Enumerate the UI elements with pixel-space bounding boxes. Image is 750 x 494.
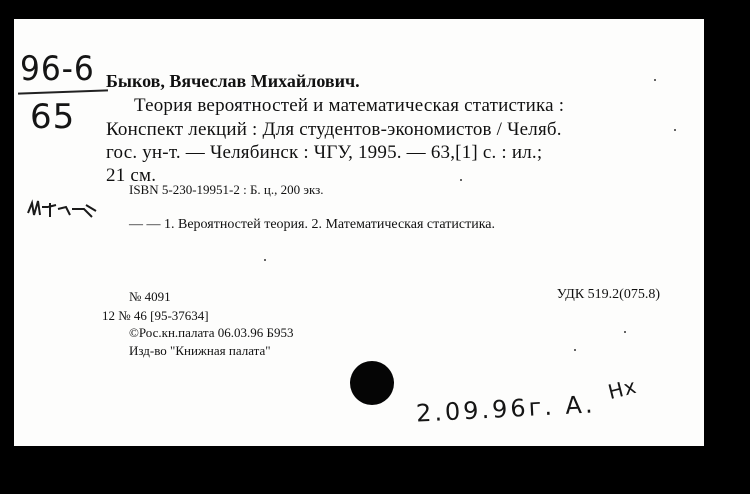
shelfmark-top: 96-6 (20, 49, 95, 89)
title-line-1: Теория вероятностей и математическая статистика : (134, 95, 565, 116)
publisher-stamp-line-1: ©Рос.кн.палата 06.03.96 Б953 (129, 325, 294, 340)
scan-speck (264, 259, 266, 261)
scan-speck (460, 179, 462, 181)
title-line-2: Конспект лекций : Для студентов-экономистов / Челяб. (106, 119, 562, 140)
title-line-3: гос. ун-т. — Челябинск : ЧГУ, 1995. — 63,[1] с. : ил.; (106, 142, 543, 163)
scan-speck (624, 331, 626, 333)
card-number: № 4091 (129, 289, 171, 304)
subject-headings: — — 1. Вероятностей теория. 2. Математическая статистика. (129, 217, 495, 232)
catalog-card (14, 19, 704, 446)
handwritten-date: 2.09.96г. А. (415, 390, 597, 428)
udk-classification: УДК 519.2(075.8) (556, 287, 660, 302)
registration-number: 12 № 46 [95-37634] (102, 308, 209, 323)
punch-hole (350, 361, 394, 405)
handwritten-initials: Нх (605, 373, 640, 405)
scan-speck (654, 79, 656, 81)
handwritten-scribble-mark (26, 197, 106, 221)
author-heading: Быков, Вячеслав Михайлович. (106, 71, 360, 91)
publisher-stamp-line-2: Изд-во "Книжная палата" (129, 343, 271, 358)
scan-speck (674, 129, 676, 131)
isbn-line: ISBN 5-230-19951-2 : Б. ц., 200 экз. (129, 182, 324, 197)
scan-speck (574, 349, 576, 351)
title-line-4: 21 см. (106, 165, 157, 186)
shelfmark-divider (18, 89, 108, 94)
shelfmark-bottom: 65 (30, 97, 76, 137)
